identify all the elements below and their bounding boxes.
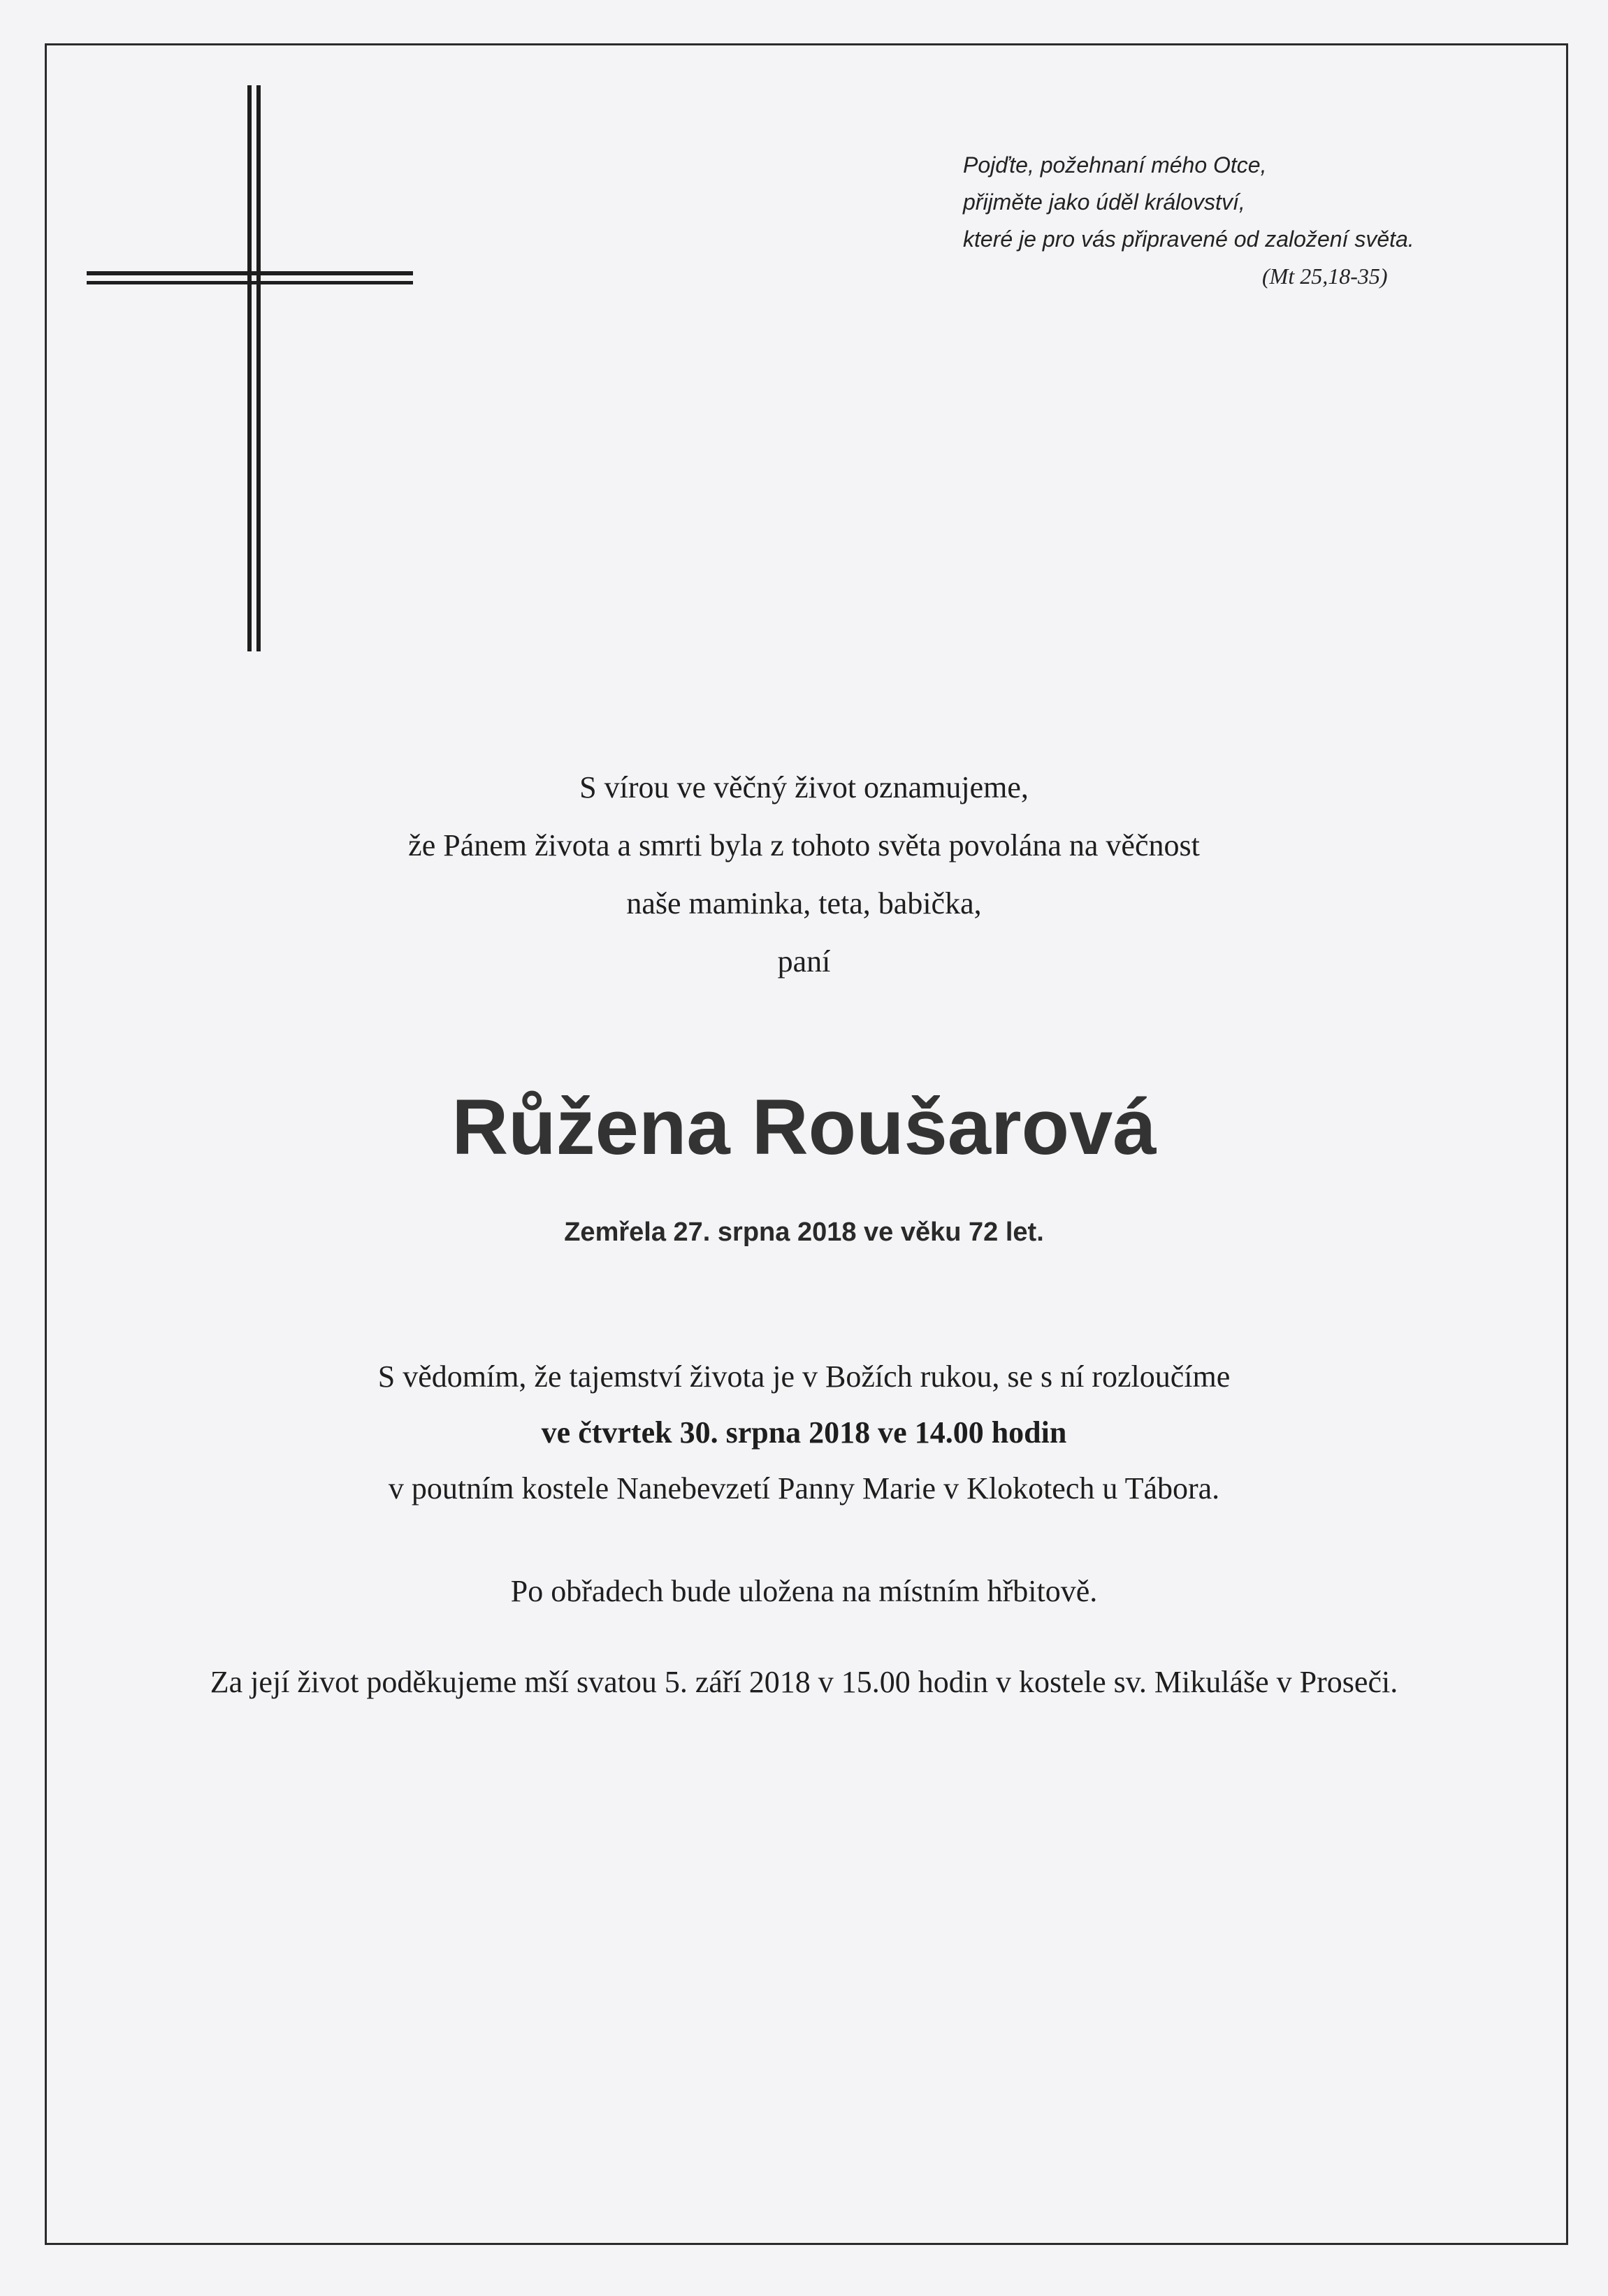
intro-line: S vírou ve věčný život oznamujeme, — [579, 770, 1029, 804]
funeral-place: v poutním kostele Nanebevzetí Panny Marie v Klokotech u Tábora. — [388, 1471, 1220, 1506]
burial-info: Po obřadech bude uložena na místním hřbitově. — [510, 1574, 1098, 1608]
quote-line: které je pro vás připravené od založení světa. — [963, 226, 1414, 252]
intro-line: že Pánem života a smrti byla z tohoto světa povolána na věčnost — [408, 828, 1200, 862]
funeral-date-time: ve čtvrtek 30. srpna 2018 ve 14.00 hodin — [541, 1415, 1067, 1450]
announcement-intro — [0, 758, 1608, 990]
death-date-line: Zemřela 27. srpna 2018 ve věku 72 let. — [564, 1218, 1044, 1247]
memorial-mass-info: Za její život poděkujeme mší svatou 5. září 2018 v 15.00 hodin v kostele sv. Mikuláše v Proseči. — [210, 1665, 1398, 1699]
deceased-name: Růžena Roušarová — [451, 1083, 1157, 1171]
funeral-info — [0, 1349, 1608, 1517]
quote-line: Pojďte, požehnaní mého Otce, — [963, 152, 1267, 178]
intro-line: naše maminka, teta, babička, — [626, 886, 982, 920]
bible-quote — [963, 147, 1414, 295]
quote-line: přijměte jako úděl království, — [963, 189, 1245, 215]
intro-line: paní — [777, 944, 831, 979]
funeral-line: S vědomím, že tajemství života je v Božích rukou, se s ní rozloučíme — [377, 1359, 1231, 1394]
quote-reference: (Mt 25,18-35) — [1262, 263, 1388, 289]
